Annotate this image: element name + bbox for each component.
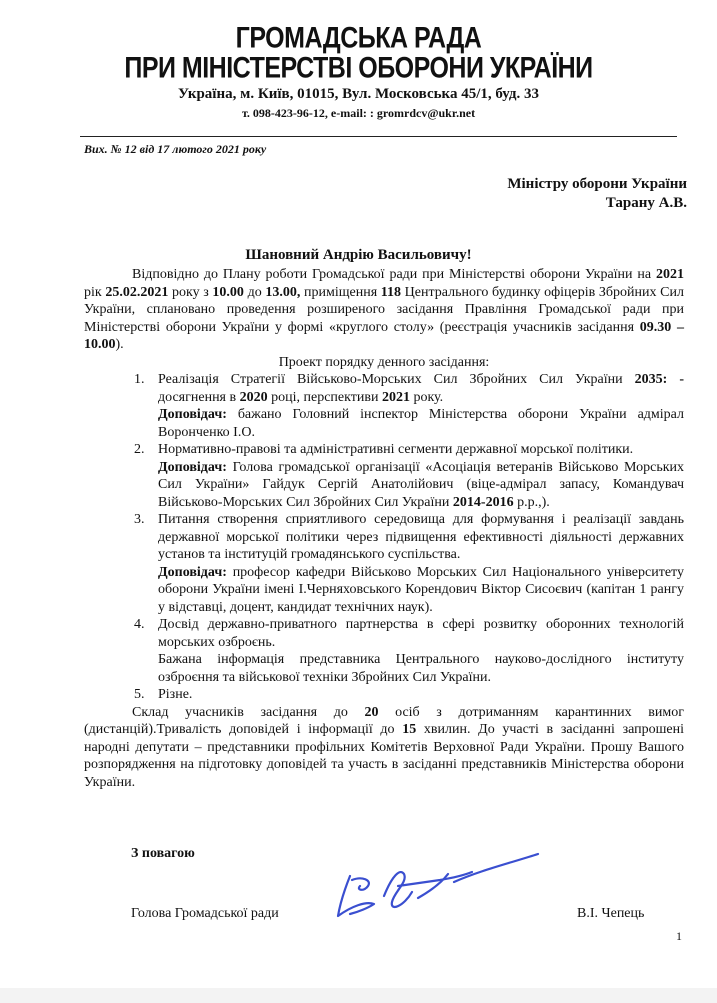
speech-duration: 15 [402,722,417,737]
agenda-item-number: 5. [134,687,145,702]
intro-text: Відповідно до Плану роботи Громадської ради при Міністерстві оборони України на [132,267,656,282]
recipient-name: Тарану А.В. [605,195,687,211]
letter-body [84,266,684,791]
agenda-year: 2020 [239,389,268,405]
agenda-item-note: Бажана інформація представника Центрального науково-дослідного інституту озброєння та військової техніки Збройних Сил України. [158,652,684,685]
participant-count: 20 [364,704,379,720]
agenda-item-text: Різне. [158,687,193,702]
salutation: Шановний Андрію Васильовичу! [245,247,472,263]
org-address: Україна, м. Київ, 01015, Вул. Московська 45/1, буд. 33 [178,86,539,102]
intro-text: року з [168,284,213,300]
speaker-text: професор кафедри Військово Морських Сил Національного університету оборони України імені І.Черняховського Корендович Віктор Сисоєвич (капітан 1 рангу у відставці, доцент, кандидат технічних наук). [158,564,684,615]
intro-text: Центрального будинку офіцерів Збройних Сил України, сплановано проведення розширеного засідання Правління Громадської ради при Міністерстві оборони України у формі «круглого столу» (реєстрація учасників засідання [84,284,684,335]
intro-end-time: 13.00, [265,284,301,300]
agenda-text: році, перспективи [267,389,382,405]
agenda-title: Проект порядку денного засідання: [278,354,490,370]
intro-text: до [243,284,266,300]
speaker-label: Доповідач: [158,459,227,475]
agenda-item-number: 4. [134,617,145,632]
speaker-label: Доповідач: [158,564,227,580]
speaker-text: бажано Головний інспектор Міністерства оборони України адмірал Ворончeнко І.О. [158,407,684,440]
signer-title: Голова Громадської ради [131,906,279,921]
speaker-text: Голова громадської організації «Асоціація ветеранів Військово Морських Сил України» Гайдук Сергій Анатолійович (віце-адмірал запасу, Командувач Військово-Морських Сил Збройних Сил України [158,459,684,510]
agenda-text: Реалізація Стратегії Військово-Морських Сил Збройних Сил України [158,372,635,387]
org-title-line1: ГРОМАДСЬКА РАДА [235,21,482,55]
org-title-line2: ПРИ МІНІСТЕРСТВІ ОБОРОНИ УКРАЇНИ [124,51,593,85]
agenda-item-number: 3. [134,512,145,527]
intro-start-time: 10.00 [212,284,244,300]
speaker-years: 2014-2016 [452,494,514,510]
agenda-item-1 [84,371,684,441]
agenda-item-text: Досвід державно-приватного партнерства в сфері розвитку оборонних технологій морських озброєнь. [158,617,684,650]
agenda-item-5 [84,686,684,704]
org-contacts: т. 098-423-96-12, e-mail: : gromrdcv@ukr.net [241,106,476,120]
agenda-text: досягнення в [158,389,240,405]
signer-name: В.І. Чепець [577,906,645,921]
intro-paragraph [84,266,684,354]
agenda-year: 2035: - [634,372,684,387]
intro-text: рік [84,284,106,300]
header-divider [80,136,677,137]
speaker-label: Доповідач: [158,407,227,422]
agenda-item-text: Нормативно-правові та адміністративні сегменти державної морської політики. [158,442,634,457]
intro-text: ). [115,337,124,352]
agenda-item-number: 1. [134,372,145,387]
page-number: 1 [676,929,682,943]
intro-room: 118 [380,284,402,300]
agenda-item-text: Питання створення сприятливого середовища для формування і реалізації завдань державної морської політики через підвищення ефективності діяльності державних установ та інституцій громадянського суспільства. [158,512,684,562]
agenda-speaker [158,406,684,441]
outgoing-number: Вих. № 12 від 17 лютого 2021 року [84,142,267,156]
agenda-item-2 [84,441,684,511]
closing-text: хвилин. До участі в засіданні запрошені народні депутати – представники профільних Комітетів Верховної Ради України. Прошу Вашого розпорядження на підготовку доповідей та участь в засіданні представників Міністерства оборони України. [84,722,684,790]
speaker-text: р.р.,). [513,494,550,510]
intro-text: приміщення [300,284,381,300]
scan-bottom-edge [0,988,717,1003]
agenda-item-4 [84,616,684,686]
agenda-item-text [158,371,684,406]
closing-text: Склад учасників засідання до [132,704,365,720]
agenda-speaker [158,459,684,512]
agenda-text: року. [409,389,444,405]
closing-text: осіб з дотриманням карантинних вимог (дистанцій).Тривалість доповідей і інформації до [84,704,684,737]
agenda-item-number: 2. [134,442,145,457]
recipient-position: Міністру оборони України [507,176,687,192]
agenda-item-3 [84,511,684,616]
intro-year: 2021 [656,267,684,282]
intro-date: 25.02.2021 [105,284,169,300]
intro-registration-time: 09.30 – 10.00 [84,319,685,352]
agenda-year: 2021 [381,389,410,405]
handwritten-signature [322,846,542,926]
closing-paragraph [84,704,684,792]
regards: З повагою [131,846,195,861]
agenda-speaker [158,564,684,617]
